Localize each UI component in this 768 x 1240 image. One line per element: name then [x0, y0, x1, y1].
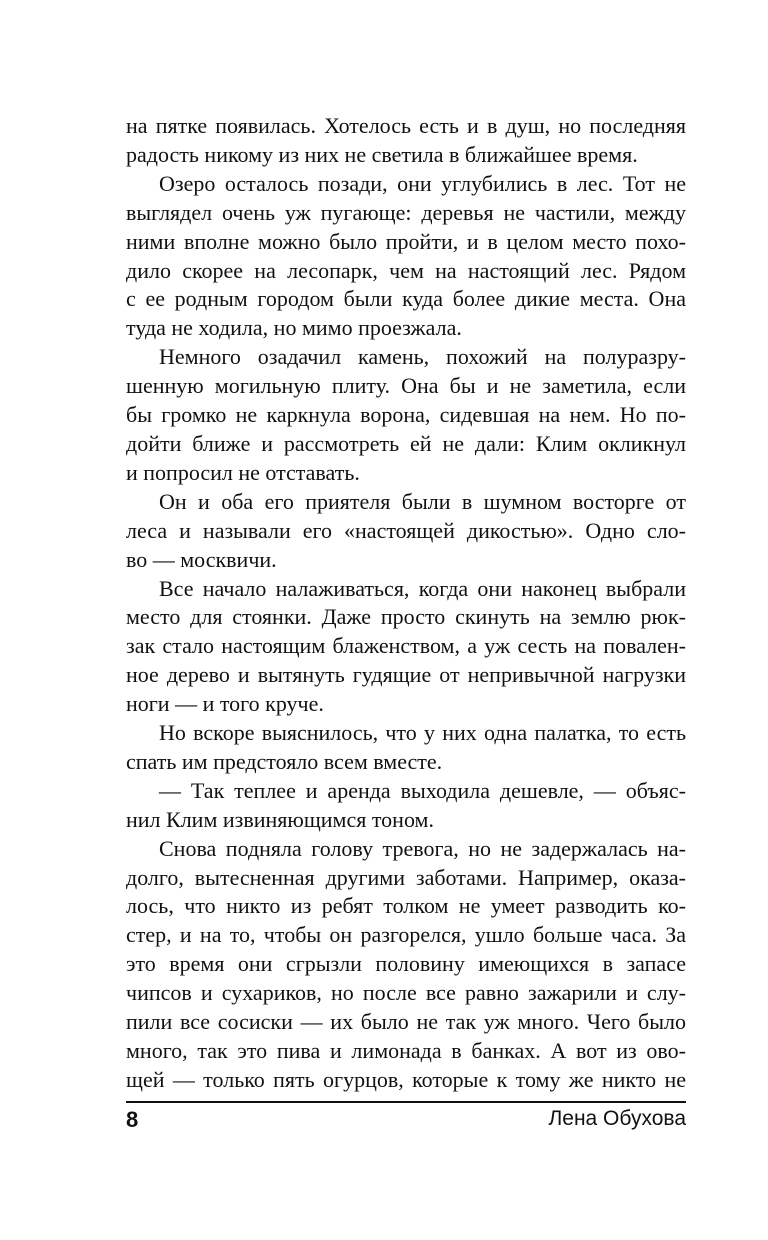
- text-line: ними вполне можно было пройти, и в целом место похо-: [126, 228, 686, 254]
- text-line: зак стало настоящим блаженством, а уж сесть на повален-: [126, 633, 686, 659]
- text-line: долго, вытесненная другими заботами. Например, оказа-: [126, 864, 686, 890]
- text-line: стер, и на то, чтобы он разгорелся, ушло больше часа. За: [126, 922, 686, 948]
- paragraph: [126, 777, 686, 835]
- text-line: шенную могильную плиту. Она бы и не заметила, если: [126, 373, 686, 399]
- text-line: спать им предстояло всем вместе.: [126, 748, 443, 774]
- text-line: много, так это пива и лимонада в банках. А вот из ово-: [126, 1038, 686, 1063]
- paragraph: [126, 343, 686, 488]
- text-line: Озеро осталось позади, они углубились в лес. Тот не: [159, 170, 686, 196]
- text-line: во — москвичи.: [126, 546, 277, 572]
- text-line: щей — только пять огурцов, которые к тому же никто не: [126, 1066, 686, 1092]
- text-line: леса и называли его «настоящей дикостью». Одно сло-: [126, 517, 686, 543]
- footer-divider: [126, 1101, 686, 1103]
- text-line: Он и оба его приятеля были в шумном восторге от: [159, 488, 686, 514]
- page-number: 8: [126, 1107, 139, 1132]
- paragraph: [126, 575, 686, 720]
- text-line: Все начало налаживаться, когда они наконец выбрали: [159, 575, 686, 601]
- text-line: нил Клим извиняющимся тоном.: [126, 806, 434, 832]
- text-line: чипсов и сухариков, но после все равно зажарили и слу-: [126, 980, 686, 1006]
- text-line: бы громко не каркнула ворона, сидевшая на нем. Но по-: [126, 402, 686, 428]
- running-footer-author: Лена Обухова: [548, 1107, 686, 1130]
- text-line: это время они сгрызли половину имеющихся в запасе: [126, 951, 686, 977]
- text-line: ноги — и того круче.: [126, 691, 324, 717]
- text-line: Снова подняла голову тревога, но не задержалась на-: [159, 835, 686, 861]
- text-line: радость никому из них не светила в ближайшее время.: [126, 141, 638, 167]
- text-line: с ее родным городом были куда более дикие места. Она: [126, 286, 686, 312]
- text-line: — Так теплее и аренда выходила дешевле, — объяс-: [159, 777, 686, 803]
- text-line: дило скорее на лесопарк, чем на настоящий лес. Рядом: [126, 257, 686, 283]
- body-text: [126, 112, 686, 1095]
- paragraph: [126, 488, 686, 575]
- text-line: место для стоянки. Даже просто скинуть на землю рюк-: [126, 604, 686, 630]
- text-line: Немного озадачил камень, похожий на полуразру-: [159, 344, 686, 370]
- text-line: выглядел очень уж пугающе: деревья не частили, между: [126, 199, 686, 225]
- text-line: пили все сосиски — их было не так уж много. Чего было: [126, 1009, 686, 1035]
- text-line: на пятке появилась. Хотелось есть и в душ, но последняя: [126, 113, 686, 138]
- paragraph: [126, 170, 686, 343]
- text-line: туда не ходила, но мимо проезжала.: [126, 315, 462, 341]
- paragraph: [126, 835, 686, 1095]
- text-line: лось, что никто из ребят толком не умеет разводить ко-: [126, 893, 686, 919]
- text-line: дойти ближе и рассмотреть ей не дали: Клим окликнул: [126, 430, 686, 456]
- text-line: и попросил не отставать.: [126, 459, 360, 485]
- paragraph: [126, 112, 686, 170]
- text-line: Но вскоре выяснилось, что у них одна палатка, то есть: [159, 720, 686, 746]
- text-line: ное дерево и вытянуть гудящие от непривычной нагрузки: [126, 662, 686, 688]
- paragraph: [126, 719, 686, 777]
